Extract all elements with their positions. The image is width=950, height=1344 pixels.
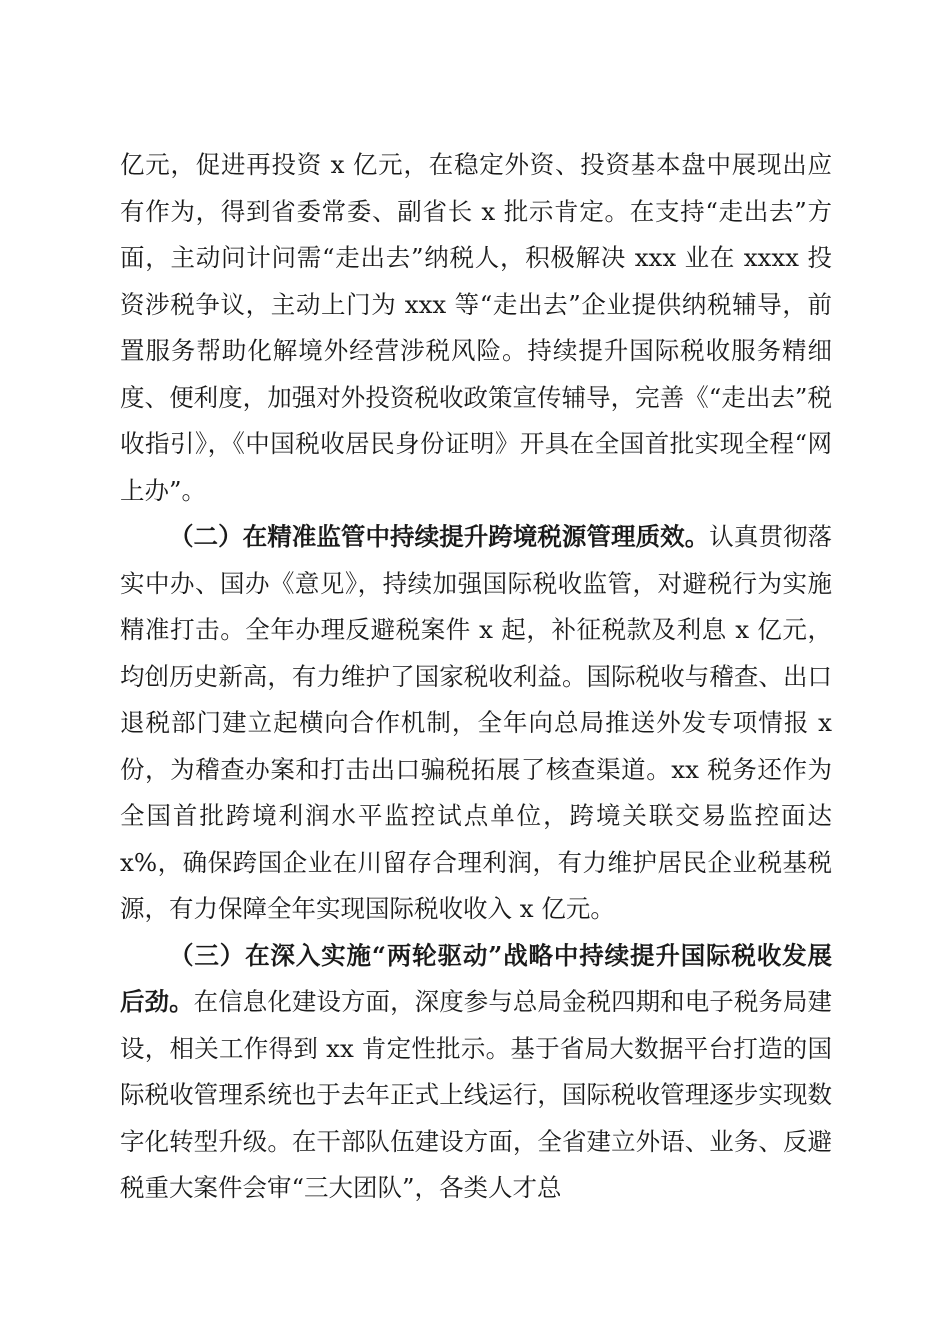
paragraph-continuation (120, 142, 832, 514)
paragraph-text: 亿元，促进再投资 x 亿元，在稳定外资、投资基本盘中展现出应有作为，得到省委常委、副省长 x 批示肯定。在支持“走出去”方面，主动问计问需“走出去”纳税人，积极解决 xxx 业在 xxxx 投资涉税争议，主动上门为 xxx 等“走出去”企业提供纳税辅导，前置服务帮助化解境外经营涉税风险。持续提升国际税收服务精细度、便利度，加强对外投资税收政策宣传辅导，完善《“走出去”税收指引》，《中国税收居民身份证明》开具在全国首批实现全程“网上办”。 (120, 150, 832, 505)
paragraph-text: 在信息化建设方面，深度参与总局金税四期和电子税务局建设，相关工作得到 xx 肯定性批示。基于省局大数据平台打造的国际税收管理系统也于去年正式上线运行，国际税收管理逐步实现数字化转型升级。在干部队伍建设方面，全省建立外语、业务、反避税重大案件会审“三大团队”，各类人才总 (120, 987, 833, 1202)
paragraph-section-3 (120, 933, 832, 1212)
section-heading-2: （二）在精准监管中持续提升跨境税源管理质效。 (169, 522, 710, 551)
paragraph-section-2 (120, 514, 832, 933)
paragraph-text: 认真贯彻落实中办、国办《意见》，持续加强国际税收监管，对避税行为实施精准打击。全年办理反避税案件 x 起，补征税款及利息 x 亿元，均创历史新高，有力维护了国家税收利益。国际税收与稽查、出口退税部门建立起横向合作机制，全年向总局推送外发专项情报 x 份，为稽查办案和打击出口骗税拓展了核查渠道。xx 税务还作为全国首批跨境利润水平监控试点单位，跨境关联交易监控面达 x%，确保跨国企业在川留存合理利润，有力维护居民企业税基税源，有力保障全年实现国际税收收入 x 亿元。 (120, 522, 833, 923)
document-body (120, 142, 832, 1212)
section-heading-3: （三）在深入实施“两轮驱动”战略中持续提升国际税收发展后劲。 (120, 940, 832, 1016)
